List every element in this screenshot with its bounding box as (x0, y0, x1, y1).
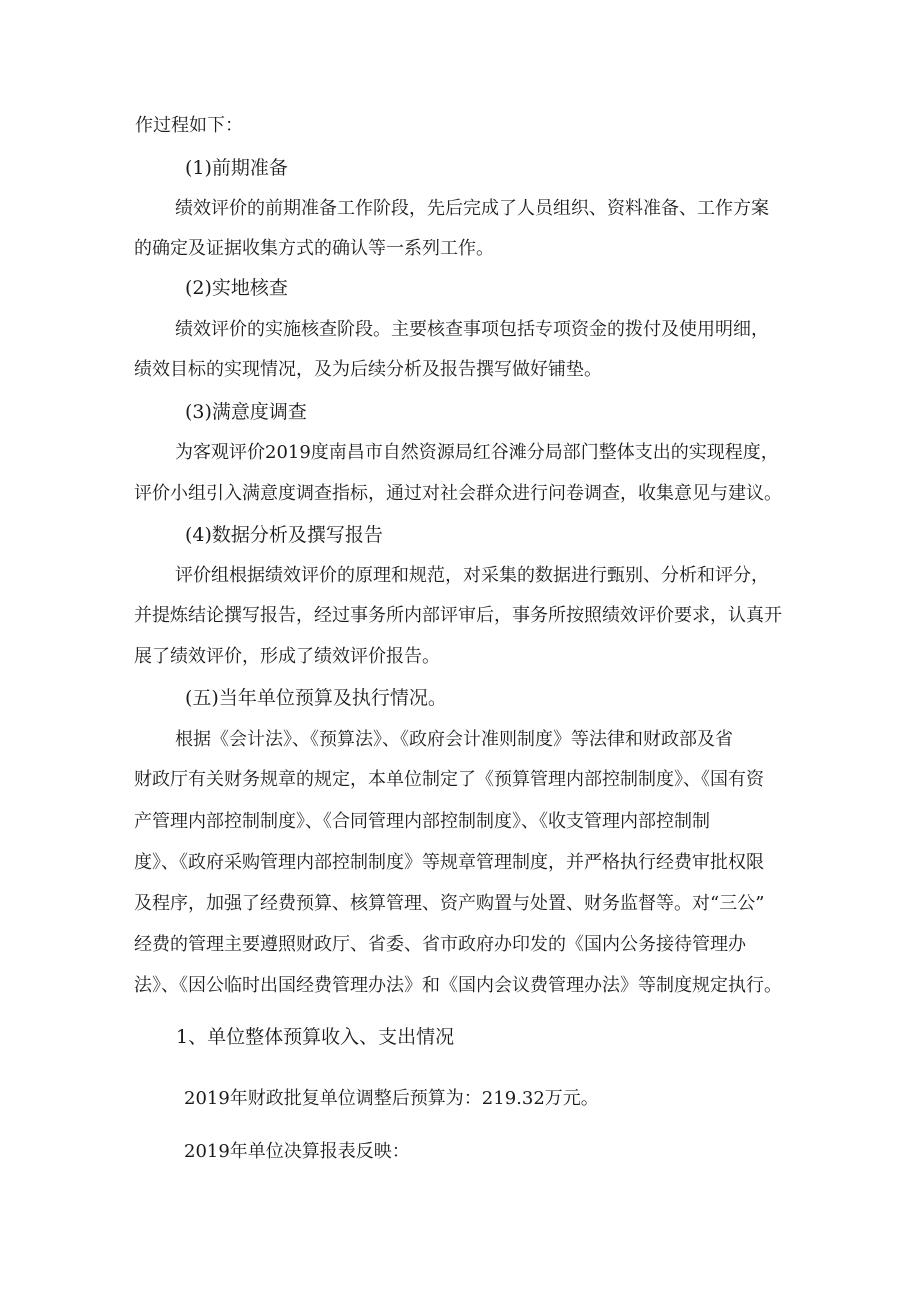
text-line: 2019年单位决算报表反映： (184, 1141, 410, 1162)
text-line: 绩效目标的实现情况，及为后续分析及报告撰写做好铺垫。 (134, 359, 602, 380)
text-line: 经费的管理主要遵照财政厅、省委、省市政府办印发的《国内公务接待管理办 (134, 934, 746, 955)
text-line: 的确定及证据收集方式的确认等一系列工作。 (134, 238, 494, 259)
text-line: 度》、《政府采购管理内部控制制度》等规章管理制度，并严格执行经费审批权限 (134, 852, 764, 873)
text-line: 作过程如下： (135, 115, 243, 136)
text-line: 绩效评价的实施核查阶段。主要核查事项包括专项资金的拨付及使用明细， (175, 319, 769, 340)
section-heading-onsite: (2)实地核查 (185, 277, 288, 299)
text-line: 根据《会计法》、《预算法》、《政府会计准则制度》等法律和财政部及省 (175, 729, 733, 750)
section-heading-budget: (五)当年单位预算及执行情况。 (185, 687, 447, 709)
text-line: 并提炼结论撰写报告，经过事务所内部评审后，事务所按照绩效评价要求，认真开 (134, 605, 782, 626)
section-heading-analysis: (4)数据分析及撰写报告 (185, 524, 383, 546)
text-line: 2019年财政批复单位调整后预算为：219.32万元。 (184, 1088, 599, 1109)
text-line: 展了绩效评价，形成了绩效评价报告。 (134, 646, 440, 667)
text-line: 及程序，加强了经费预算、核算管理、资产购置与处置、财务监督等。对“三公” (134, 893, 765, 914)
subsection-heading-overall-budget: 1、单位整体预算收入、支出情况 (176, 1026, 455, 1048)
text-line: 产管理内部控制制度》、《合同管理内部控制制度》、《收支管理内部控制制 (134, 811, 710, 832)
text-line: 评价小组引入满意度调查指标，通过对社会群众进行问卷调查，收集意见与建议。 (134, 483, 782, 504)
text-line: 绩效评价的前期准备工作阶段，先后完成了人员组织、资料准备、工作方案 (175, 198, 769, 219)
section-heading-prep: (1)前期准备 (185, 157, 288, 179)
section-heading-survey: (3)满意度调查 (185, 401, 307, 423)
text-line: 为客观评价2019度南昌市自然资源局红谷滩分局部门整体支出的实现程度， (175, 442, 779, 463)
text-line: 评价组根据绩效评价的原理和规范，对采集的数据进行甄别、分析和评分， (175, 565, 769, 586)
text-line: 财政厅有关财务规章的规定，本单位制定了《预算管理内部控制制度》、《国有资 (134, 769, 764, 790)
text-line: 法》、《因公临时出国经费管理办法》和《国内会议费管理办法》等制度规定执行。 (134, 975, 782, 996)
